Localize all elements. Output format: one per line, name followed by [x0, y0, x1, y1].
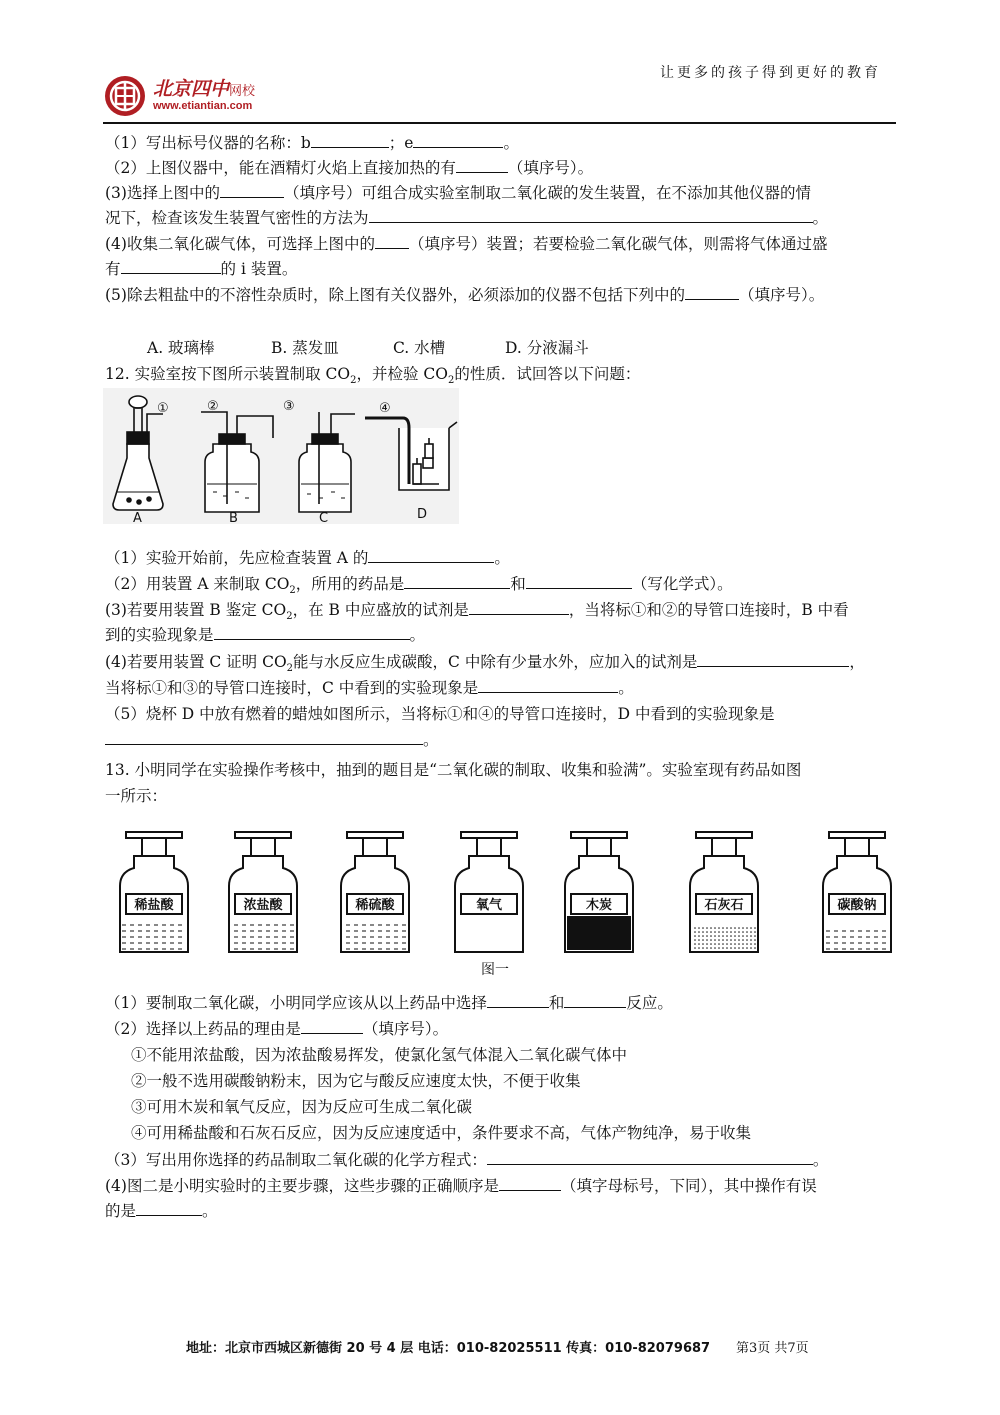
figure-caption: 图一 — [481, 962, 509, 976]
option-a: A. 玻璃棒 — [147, 339, 215, 357]
q12-part-5-cont: 。 — [105, 730, 439, 750]
logo-url: www.etiantian.com — [153, 100, 253, 112]
q13-part-2: （2）选择以上药品的理由是 （填序号）。 — [105, 1020, 449, 1038]
q13-reason-2: ②一般不选用碳酸钠粉末，因为它与酸反应速度太快，不便于收集 — [131, 1072, 581, 1090]
q12-part-3: (3)若要用装置 B 鉴定 $CO_2$，在 B 中应盛放的试剂是 ，当将标①和②的导管口连接时，B 中看 — [105, 601, 849, 623]
reagent-label: 石灰石 — [704, 898, 744, 913]
reagent-label: 稀盐酸 — [134, 898, 174, 913]
apparatus-labels — [133, 507, 427, 524]
logo — [103, 74, 303, 120]
reagent-label: 浓盐酸 — [243, 898, 283, 913]
apparatus-a — [113, 396, 163, 510]
label-c: C — [319, 511, 329, 524]
header-slogan: 让更多的孩子得到更好的教育 — [660, 65, 881, 81]
port-label-4: ④ — [379, 401, 391, 416]
q13-reason-1: ①不能用浓盐酸，因为浓盐酸易挥发，使氯化氢气体混入二氧化碳气体中 — [131, 1046, 628, 1064]
q13-reason-4: ④可用稀盐酸和石灰石反应，因为反应速度适中，条件要求不高，气体产物纯净，易于收集 — [131, 1124, 752, 1142]
q13-title: 13. 小明同学在实验操作考核中，抽到的题目是“二氧化碳的制取、收集和验满”。实验室现有药品如图 — [105, 761, 802, 779]
reagent-label: 氧气 — [475, 898, 503, 913]
logo-net-text: 网校 — [229, 84, 256, 99]
apparatus-c — [299, 412, 355, 512]
q11-part-5: (5)除去粗盐中的不溶性杂质时，除上图有关仪器外，必须添加的仪器不包括下列中的 （填序号）。 — [105, 286, 825, 304]
q12-part-5: （5）烧杯 D 中放有燃着的蜡烛如图所示，当将标①和④的导管口连接时，D 中看到的实验现象是 — [105, 705, 775, 723]
header — [0, 0, 1000, 130]
q13-title-cont: 一所示： — [105, 787, 168, 805]
reagent-bottle — [690, 832, 758, 952]
reagent-label: 稀硫酸 — [355, 898, 395, 913]
q12-part-4: (4)若要用装置 C 证明 $CO_2$能与水反应生成碳酸，C 中除有少量水外，应加入的试剂是 ， — [105, 653, 865, 675]
reagent-bottle — [565, 832, 633, 952]
port-labels — [157, 399, 391, 416]
logo-emblem-icon — [103, 74, 147, 118]
q13-reason-3: ③可用木炭和氧气反应，因为反应可生成二氧化碳 — [131, 1098, 473, 1116]
reagent-label: 碳酸钠 — [837, 898, 877, 913]
reagent-bottle — [823, 832, 891, 952]
port-label-2: ② — [207, 399, 219, 414]
q11-part-3: (3)选择上图中的 （填序号）可组合成实验室制取二氧化碳的发生装置，在不添加其他仪器的情 — [105, 184, 811, 202]
label-b: B — [229, 511, 238, 524]
q11-options — [147, 338, 589, 358]
q11-part-4: (4)收集二氧化碳气体，可选择上图中的 （填序号）装置；若要检验二氧化碳气体，则需将气体通过盛 — [105, 235, 828, 253]
q11-part-4-cont: 有 的 i 装置。 — [105, 260, 298, 278]
page-number: 第3页 共7页 — [736, 1341, 809, 1356]
reagent-bottle — [455, 832, 523, 952]
logo-text: 北京四中 — [153, 78, 230, 100]
apparatus-b — [201, 412, 273, 512]
reagent-label: 木炭 — [585, 898, 613, 913]
reagent-figure — [105, 826, 895, 976]
option-c: C. 水槽 — [393, 339, 446, 357]
label-a: A — [133, 511, 142, 524]
q11-part-1: （1）写出标号仪器的名称：b ；e 。 — [105, 134, 519, 152]
q11-part-3-cont: 况下，检查该发生装置气密性的方法为 。 — [105, 209, 829, 227]
reagent-bottle — [120, 832, 188, 952]
q12-part-4-cont: 当将标①和③的导管口连接时，C 中看到的实验现象是 。 — [105, 679, 634, 697]
option-b: B. 蒸发皿 — [271, 339, 339, 357]
port-label-1: ① — [157, 401, 169, 416]
q12-part-2: （2）用装置 A 来制取 $CO_2$，所用的药品是 和 （写化学式）。 — [105, 575, 733, 597]
header-rule — [103, 122, 896, 124]
q13-part-3: （3）写出用你选择的药品制取二氧化碳的化学方程式： 。 — [105, 1151, 829, 1169]
q11-part-2: （2）上图仪器中，能在酒精灯火焰上直接加热的有 （填序号）。 — [105, 159, 594, 177]
q13-part-4: (4)图二是小明实验时的主要步骤，这些步骤的正确顺序是 （填字母标号，下同），其中操作有误 — [105, 1177, 817, 1195]
footer — [0, 1335, 1000, 1359]
q13-part-4-cont: 的是 。 — [105, 1202, 218, 1220]
reagent-bottle — [341, 832, 409, 952]
footer-address: 地址：北京市西城区新德街 20 号 4 层 电话：010-82025511 传真：010-82079687 — [186, 1341, 711, 1356]
label-d: D — [417, 507, 428, 522]
port-label-3: ③ — [283, 399, 295, 414]
apparatus-d — [365, 418, 457, 490]
q12-part-3-cont: 到的实验现象是 。 — [105, 626, 426, 644]
reagent-bottle — [229, 832, 297, 952]
option-d: D. 分液漏斗 — [505, 339, 589, 357]
q12-title: 12. 实验室按下图所示装置制取 $CO_2$，并检验 $CO_2$的性质．试回答以下问题： — [105, 365, 641, 387]
q13-part-1: （1）要制取二氧化碳，小明同学应该从以上药品中选择 和 反应。 — [105, 994, 673, 1012]
apparatus-figure — [103, 388, 459, 524]
q12-part-1: （1）实验开始前，先应检查装置 A 的 。 — [105, 549, 510, 567]
